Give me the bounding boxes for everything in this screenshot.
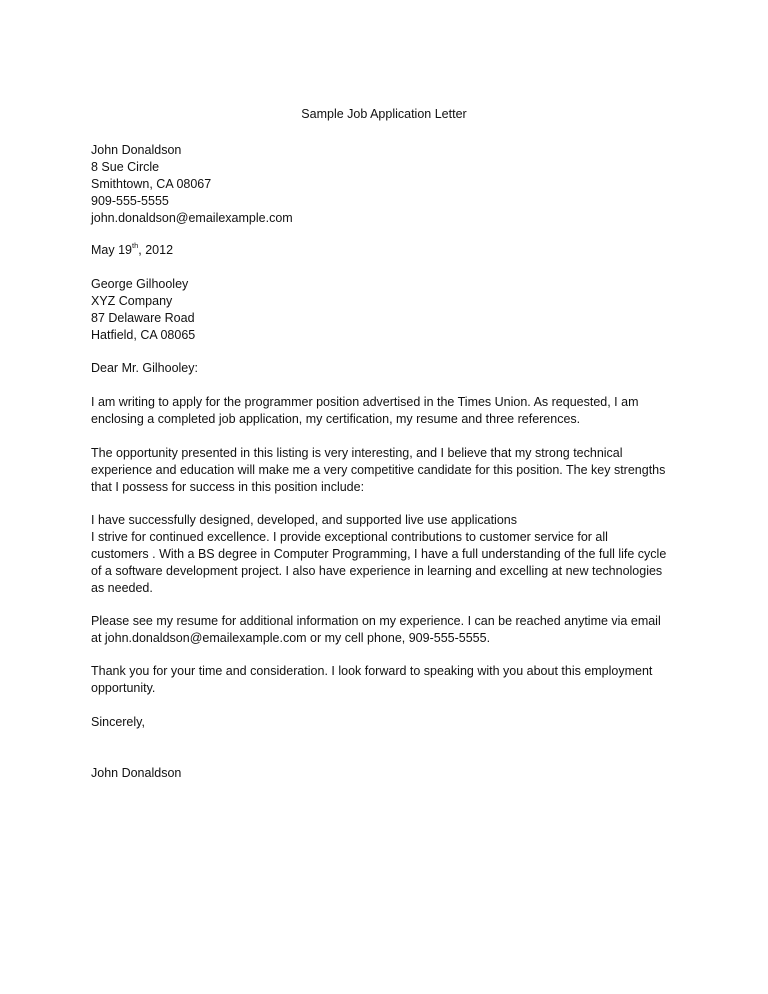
- recipient-city: Hatfield, CA 08065: [91, 328, 196, 342]
- sender-name: John Donaldson: [91, 143, 182, 157]
- sender-email: john.donaldson@emailexample.com: [91, 211, 293, 225]
- date-year: , 2012: [138, 243, 174, 257]
- recipient-name: George Gilhooley: [91, 277, 189, 291]
- paragraph-line: I strive for continued excellence. I provide exceptional contributions to customer service for all: [91, 530, 608, 544]
- recipient-company: XYZ Company: [91, 294, 173, 308]
- paragraph-thanks: [91, 663, 691, 697]
- salutation: [91, 360, 691, 377]
- letter-date: [91, 242, 691, 259]
- closing: [91, 714, 691, 731]
- paragraph-strengths: [91, 512, 691, 597]
- recipient-street: 87 Delaware Road: [91, 311, 195, 325]
- paragraph-line: Please see my resume for additional information on my experience. I can be reached anytime via email: [91, 614, 661, 628]
- paragraph-line: experience and education will make me a very competitive candidate for this position. The key strengths: [91, 463, 666, 477]
- paragraph-line: I am writing to apply for the programmer position advertised in the Times Union. As requested, I am: [91, 395, 639, 409]
- paragraph-line: at john.donaldson@emailexample.com or my cell phone, 909-555-5555.: [91, 631, 491, 645]
- paragraph-line: customers . With a BS degree in Computer Programming, I have a full understanding of the full life cycle: [91, 547, 667, 561]
- sender-city: Smithtown, CA 08067: [91, 177, 212, 191]
- paragraph-line: I have successfully designed, developed, and supported live use applications: [91, 513, 517, 527]
- paragraph-opportunity: [91, 445, 691, 496]
- sender-street: 8 Sue Circle: [91, 160, 160, 174]
- paragraph-intro: [91, 394, 691, 428]
- date-month-day: May 19: [91, 243, 132, 257]
- paragraph-line: as needed.: [91, 581, 153, 595]
- signature: [91, 765, 691, 782]
- signature-name: John Donaldson: [91, 766, 182, 780]
- letter-title: Sample Job Application Letter: [301, 107, 467, 121]
- date-suffix: th: [132, 240, 139, 250]
- paragraph-line: The opportunity presented in this listing is very interesting, and I believe that my strong technical: [91, 446, 623, 460]
- paragraph-contact: [91, 613, 691, 647]
- paragraph-line: of a software development project. I also have experience in learning and excelling at new technologies: [91, 564, 663, 578]
- sender-phone: 909-555-5555: [91, 194, 169, 208]
- paragraph-line: opportunity.: [91, 681, 156, 695]
- closing-text: Sincerely,: [91, 715, 145, 729]
- recipient-address-block: [91, 276, 691, 344]
- paragraph-line: enclosing a completed job application, my certification, my resume and three references.: [91, 412, 581, 426]
- sender-address-block: [91, 142, 691, 227]
- salutation-text: Dear Mr. Gilhooley:: [91, 361, 198, 375]
- paragraph-line: that I possess for success in this position include:: [91, 480, 365, 494]
- paragraph-line: Thank you for your time and consideration. I look forward to speaking with you about this employment: [91, 664, 653, 678]
